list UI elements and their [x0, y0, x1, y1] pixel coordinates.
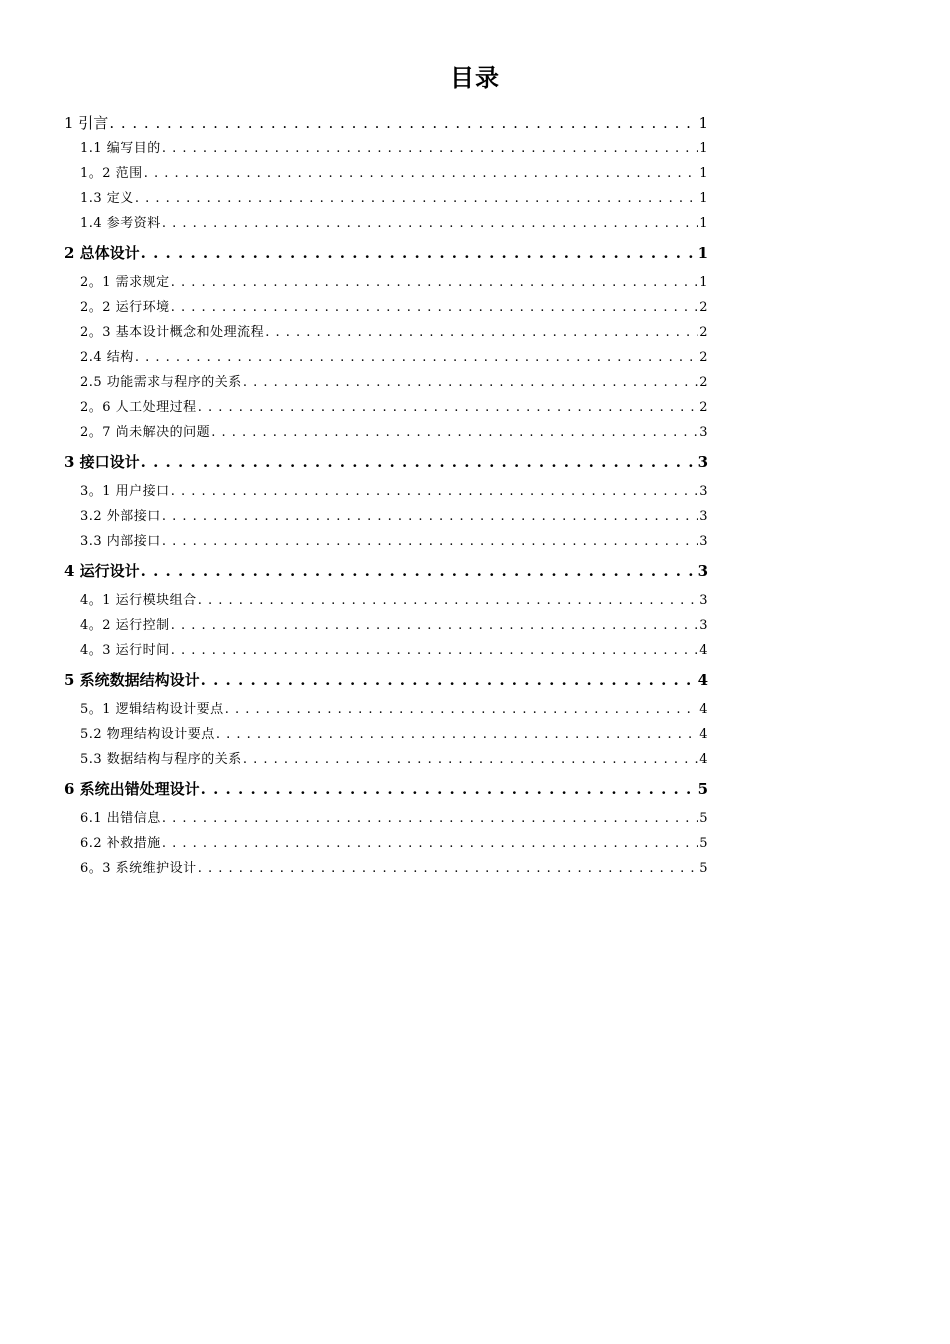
toc-section-entry[interactable]: [64, 161, 708, 186]
toc-dot-leader: [162, 831, 698, 856]
toc-page-number: 4: [699, 702, 708, 717]
toc-entry-label: 3 接口设计: [64, 453, 140, 471]
toc-entry-label: 1.3 定义: [80, 191, 134, 206]
toc-entry-label: 4 运行设计: [64, 562, 140, 580]
toc-entry-label: 1.4 参考资料: [80, 216, 161, 231]
toc-entry-label: 3.3 内部接口: [80, 534, 161, 549]
toc-page-number: 3: [699, 509, 708, 524]
toc-entry-label: 2。3 基本设计概念和处理流程: [80, 325, 265, 340]
toc-dot-leader: [198, 395, 699, 420]
toc-entry-label: 1。2 范围: [80, 166, 143, 181]
toc-dot-leader: [141, 445, 697, 479]
toc-page-number: 4: [699, 727, 708, 742]
toc-chapter-entry[interactable]: [64, 110, 708, 136]
toc-section-entry[interactable]: [64, 638, 708, 663]
toc-page-number: 1: [699, 191, 708, 206]
toc-dot-leader: [135, 345, 698, 370]
toc-dot-leader: [201, 772, 697, 806]
toc-entry-label: 3。1 用户接口: [80, 484, 170, 499]
toc-entry-label: 2。6 人工处理过程: [80, 400, 197, 415]
toc-section-entry[interactable]: [64, 420, 708, 445]
toc-section-entry[interactable]: [64, 186, 708, 211]
toc-page-number: 3: [699, 484, 708, 499]
toc-entry-label: 4。3 运行时间: [80, 643, 170, 658]
toc-section-entry[interactable]: [64, 806, 708, 831]
toc-section-entry[interactable]: [64, 211, 708, 236]
toc-entry-label: 2.4 结构: [80, 350, 134, 365]
toc-chapter-entry[interactable]: [64, 663, 708, 697]
toc-page-number: 3: [697, 562, 708, 580]
toc-section-entry[interactable]: [64, 504, 708, 529]
toc-dot-leader: [162, 211, 698, 236]
toc-section-entry[interactable]: [64, 831, 708, 856]
toc-dot-leader: [201, 663, 697, 697]
toc-page-number: 1: [699, 141, 708, 156]
toc-entry-label: 5。1 逻辑结构设计要点: [80, 702, 224, 717]
table-of-contents: [64, 110, 708, 881]
toc-section-entry[interactable]: [64, 722, 708, 747]
toc-dot-leader: [265, 320, 698, 345]
toc-dot-leader: [162, 136, 698, 161]
toc-page-number: 2: [699, 325, 708, 340]
toc-chapter-entry[interactable]: [64, 772, 708, 806]
toc-dot-leader: [162, 504, 698, 529]
toc-dot-leader: [109, 110, 697, 136]
toc-dot-leader: [171, 638, 699, 663]
toc-entry-label: 2 总体设计: [64, 244, 140, 262]
toc-page-number: 2: [699, 350, 708, 365]
toc-dot-leader: [211, 420, 698, 445]
toc-section-entry[interactable]: [64, 697, 708, 722]
toc-page-number: 1: [699, 275, 708, 290]
toc-dot-leader: [225, 697, 699, 722]
toc-page-number: 1: [698, 114, 708, 132]
toc-section-entry[interactable]: [64, 395, 708, 420]
toc-dot-leader: [162, 806, 698, 831]
toc-dot-leader: [198, 588, 699, 613]
toc-section-entry[interactable]: [64, 270, 708, 295]
toc-dot-leader: [171, 270, 699, 295]
toc-entry-label: 1 引言: [64, 114, 109, 132]
toc-section-entry[interactable]: [64, 136, 708, 161]
toc-page-number: 1: [699, 166, 708, 181]
toc-dot-leader: [198, 856, 699, 881]
toc-entry-label: 6。3 系统维护设计: [80, 861, 197, 876]
toc-section-entry[interactable]: [64, 529, 708, 554]
toc-dot-leader: [171, 295, 699, 320]
toc-entry-label: 6 系统出错处理设计: [64, 780, 200, 798]
toc-section-entry[interactable]: [64, 370, 708, 395]
toc-entry-label: 2。7 尚未解决的问题: [80, 425, 211, 440]
toc-entry-label: 5.2 物理结构设计要点: [80, 727, 215, 742]
toc-dot-leader: [171, 479, 699, 504]
toc-section-entry[interactable]: [64, 295, 708, 320]
toc-chapter-entry[interactable]: [64, 445, 708, 479]
toc-page-number: 3: [697, 453, 708, 471]
toc-entry-label: 5.3 数据结构与程序的关系: [80, 752, 242, 767]
toc-page-number: 4: [697, 671, 708, 689]
toc-dot-leader: [243, 370, 698, 395]
toc-chapter-entry[interactable]: [64, 554, 708, 588]
toc-page-number: 5: [697, 780, 708, 798]
toc-dot-leader: [162, 529, 698, 554]
toc-section-entry[interactable]: [64, 320, 708, 345]
toc-page-number: 5: [699, 811, 708, 826]
toc-dot-leader: [243, 747, 698, 772]
toc-entry-label: 2。2 运行环境: [80, 300, 170, 315]
toc-page-number: 4: [699, 643, 708, 658]
toc-dot-leader: [144, 161, 699, 186]
toc-entry-label: 6.2 补救措施: [80, 836, 161, 851]
toc-title: 目录: [450, 64, 500, 92]
toc-page-number: 3: [699, 534, 708, 549]
toc-page-number: 3: [699, 618, 708, 633]
toc-section-entry[interactable]: [64, 747, 708, 772]
toc-entry-label: 5 系统数据结构设计: [64, 671, 200, 689]
toc-section-entry[interactable]: [64, 613, 708, 638]
toc-page-number: 1: [697, 244, 708, 262]
toc-entry-label: 4。1 运行模块组合: [80, 593, 197, 608]
toc-section-entry[interactable]: [64, 588, 708, 613]
toc-page-number: 5: [699, 861, 708, 876]
toc-entry-label: 2。1 需求规定: [80, 275, 170, 290]
toc-section-entry[interactable]: [64, 345, 708, 370]
toc-section-entry[interactable]: [64, 479, 708, 504]
toc-page-number: 5: [699, 836, 708, 851]
toc-entry-label: 6.1 出错信息: [80, 811, 161, 826]
toc-page-number: 4: [699, 752, 708, 767]
toc-entry-label: 1.1 编写目的: [80, 141, 161, 156]
toc-dot-leader: [141, 554, 697, 588]
toc-page-number: 3: [699, 425, 708, 440]
toc-dot-leader: [135, 186, 698, 211]
toc-entry-label: 4。2 运行控制: [80, 618, 170, 633]
toc-page-number: 2: [699, 300, 708, 315]
toc-dot-leader: [171, 613, 699, 638]
toc-entry-label: 2.5 功能需求与程序的关系: [80, 375, 242, 390]
toc-entry-label: 3.2 外部接口: [80, 509, 161, 524]
toc-page-number: 3: [699, 593, 708, 608]
toc-page-number: 2: [699, 400, 708, 415]
toc-section-entry[interactable]: [64, 856, 708, 881]
toc-dot-leader: [216, 722, 698, 747]
toc-page-number: 1: [699, 216, 708, 231]
toc-chapter-entry[interactable]: [64, 236, 708, 270]
toc-dot-leader: [141, 236, 697, 270]
toc-page-number: 2: [699, 375, 708, 390]
